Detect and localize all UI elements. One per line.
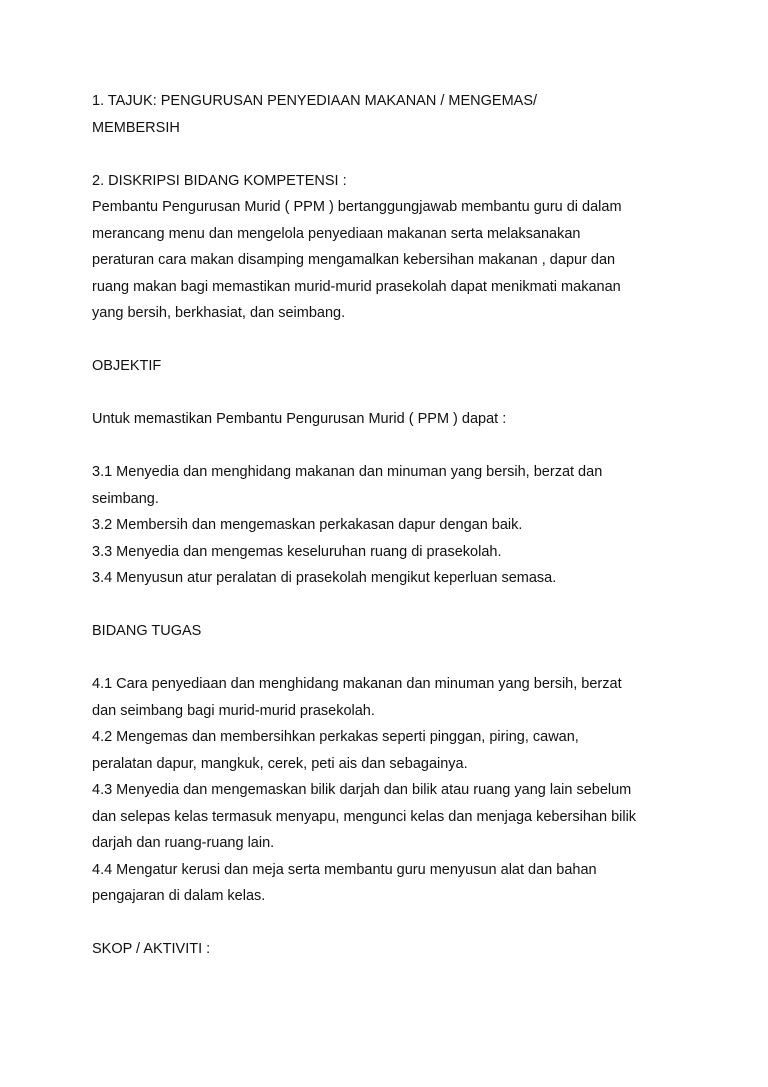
- skop-heading: SKOP / AKTIVITI :: [92, 941, 211, 957]
- section2-line: ruang makan bagi memastikan murid-murid prasekolah dapat menikmati makanan: [92, 278, 621, 295]
- bidang-tugas-heading: BIDANG TUGAS: [92, 623, 202, 639]
- bidang-tugas-line: 4.2 Mengemas dan membersihkan perkakas seperti pinggan, piring, cawan,: [92, 729, 579, 745]
- title-line-2: MEMBERSIH: [92, 119, 180, 136]
- objektif-line: 3.2 Membersih dan mengemaskan perkakasan dapur dengan baik.: [92, 517, 523, 533]
- bidang-tugas-line: pengajaran di dalam kelas.: [92, 888, 266, 904]
- objektif-line: 3.4 Menyusun atur peralatan di prasekolah mengikut keperluan semasa.: [92, 570, 557, 586]
- bidang-tugas-line: 4.1 Cara penyediaan dan menghidang makanan dan minuman yang bersih, berzat: [92, 676, 622, 692]
- objektif-line: 3.3 Menyedia dan mengemas keseluruhan ruang di prasekolah.: [92, 543, 502, 560]
- bidang-tugas-line: dan seimbang bagi murid-murid prasekolah.: [92, 702, 375, 719]
- objektif-heading: OBJEKTIF: [92, 358, 162, 374]
- bidang-tugas-line: dan selepas kelas termasuk menyapu, mengunci kelas dan menjaga kebersihan bilik: [92, 808, 637, 825]
- section2-line: merancang menu dan mengelola penyediaan makanan serta melaksanakan: [92, 225, 581, 242]
- section2-line: peraturan cara makan disamping mengamalkan kebersihan makanan , dapur dan: [92, 252, 616, 268]
- bidang-tugas-line: 4.4 Mengatur kerusi dan meja serta membantu guru menyusun alat dan bahan: [92, 861, 597, 878]
- section2-line: yang bersih, berkhasiat, dan seimbang.: [92, 305, 346, 321]
- bidang-tugas-line: 4.3 Menyedia dan mengemaskan bilik darjah dan bilik atau ruang yang lain sebelum: [92, 782, 632, 798]
- section2-line: Pembantu Pengurusan Murid ( PPM ) bertanggungjawab membantu guru di dalam: [92, 199, 622, 215]
- bidang-tugas-line: peralatan dapur, mangkuk, cerek, peti ais dan sebagainya.: [92, 755, 468, 772]
- document-page: [92, 88, 692, 963]
- bidang-tugas-line: darjah dan ruang-ruang lain.: [92, 835, 275, 851]
- objektif-line: seimbang.: [92, 490, 159, 507]
- objektif-intro: Untuk memastikan Pembantu Pengurusan Murid ( PPM ) dapat :: [92, 411, 507, 427]
- title-line-1: 1. TAJUK: PENGURUSAN PENYEDIAAN MAKANAN / MENGEMAS/: [92, 93, 538, 109]
- objektif-line: 3.1 Menyedia dan menghidang makanan dan minuman yang bersih, berzat dan: [92, 464, 603, 480]
- section2-heading: 2. DISKRIPSI BIDANG KOMPETENSI :: [92, 172, 347, 189]
